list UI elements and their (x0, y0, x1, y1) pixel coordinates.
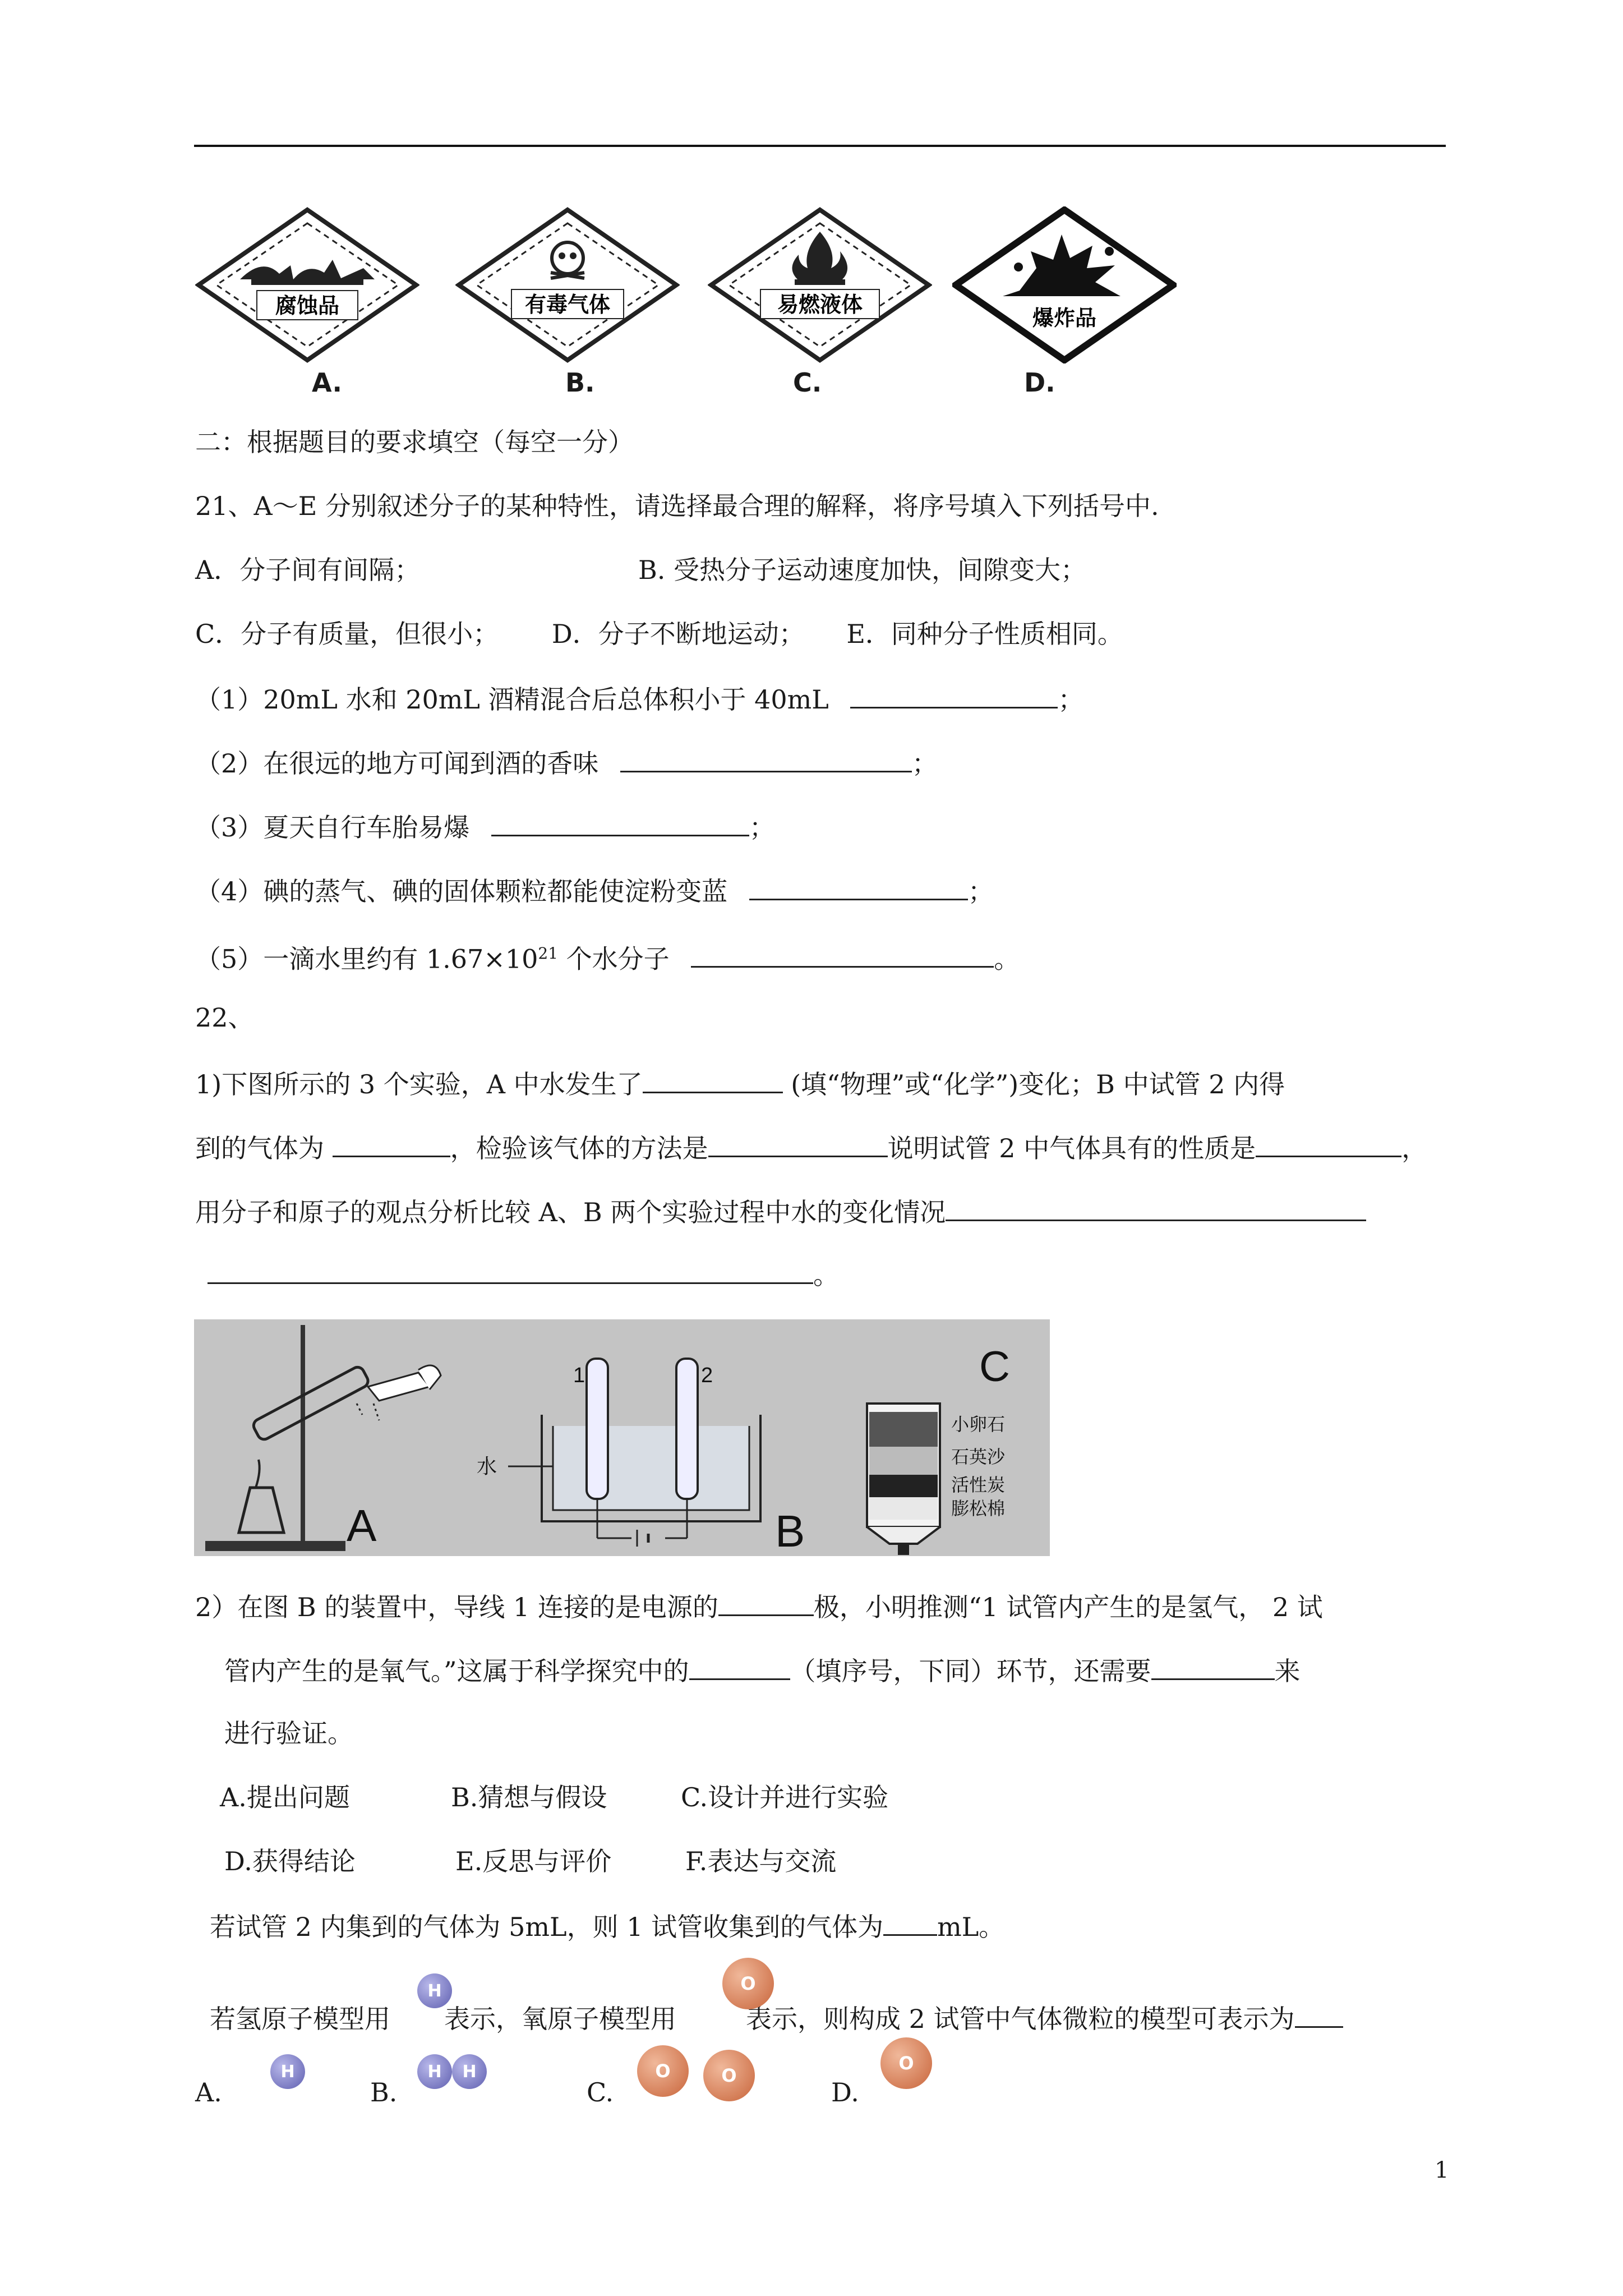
answer-blank[interactable] (718, 1589, 814, 1616)
answer-blank[interactable] (708, 1130, 888, 1157)
hydrogen-atom-icon: H (417, 2054, 452, 2089)
step-option: E.反思与评价 (455, 1846, 612, 1876)
answer-blank[interactable] (1295, 2000, 1343, 2028)
answer-blank[interactable] (333, 1130, 450, 1157)
step-option: A.提出问题 (220, 1782, 350, 1812)
inquiry-steps-row1 (220, 1780, 889, 1814)
oxygen-atom-icon: O (722, 1958, 774, 2009)
answer-blank[interactable] (691, 940, 994, 968)
answer-blank[interactable] (1256, 1130, 1401, 1157)
item-text: （5）一滴水里约有 1.67×10 (195, 944, 538, 974)
q22-part1-line4 (195, 1257, 839, 1292)
q22-number: 22、 (195, 1002, 254, 1033)
choice-c-label[interactable]: C. (587, 2077, 614, 2108)
text: 来 (1274, 1656, 1301, 1686)
answer-blank[interactable] (850, 681, 1058, 708)
text: (填“物理”或“化学”)变化；B 中试管 2 内得 (782, 1069, 1285, 1099)
text: 到的气体为 (195, 1133, 333, 1163)
explosive-sign-icon (952, 206, 1177, 364)
sign-letter: D. (1024, 367, 1055, 398)
sign-label: 易燃液体 (777, 292, 863, 317)
text: 1)下图所示的 3 个实验，A 中水发生了 (195, 1069, 643, 1099)
layer-label: 活性炭 (951, 1474, 1006, 1496)
q21-options-row2 (195, 617, 1123, 651)
text: 管内产生的是氧气。”这属于科学探究中的 (224, 1656, 689, 1686)
sign-label: 爆炸品 (1032, 306, 1097, 330)
step-option: D.获得结论 (224, 1846, 356, 1876)
tube-2-label: 2 (701, 1364, 713, 1387)
hydrogen-atom-icon: H (417, 1973, 452, 2008)
exponent: 21 (538, 944, 559, 963)
text: ，检验该气体的方法是 (450, 1133, 708, 1163)
sign-label: 腐蚀品 (275, 293, 340, 318)
oxygen-atom-icon: O (880, 2037, 932, 2089)
hydrogen-atom-icon: H (452, 2054, 487, 2089)
sign-letter: A. (312, 367, 342, 398)
item-text: （1）20mL 水和 20mL 酒精混合后总体积小于 40mL (195, 684, 829, 715)
item-text: （3）夏天自行车胎易爆 (195, 812, 470, 843)
layer-label: 膨松棉 (951, 1498, 1006, 1519)
option-a: A．分子间有间隔； (195, 555, 421, 585)
answer-blank[interactable] (620, 745, 912, 772)
option-d: D．分子不断地运动； (551, 619, 805, 649)
page-number: 1 (1435, 2157, 1449, 2183)
punct: 。 (994, 944, 1020, 974)
tube-1-label: 1 (573, 1364, 585, 1387)
sign-letter: C. (793, 367, 822, 398)
model-question (210, 2000, 1343, 2036)
punct: 。 (813, 1260, 839, 1290)
answer-blank[interactable] (946, 1194, 1366, 1221)
q21-options-row1 (195, 553, 1087, 587)
step-option: C.设计并进行实验 (681, 1782, 889, 1812)
answer-blank[interactable] (643, 1066, 783, 1093)
text: 表示，则构成 2 试管中气体微粒的模型可表示为 (746, 2004, 1295, 2034)
punct: ； (967, 876, 994, 907)
q21-item-2 (195, 745, 938, 780)
punct: ； (911, 748, 938, 779)
header-rule (194, 145, 1446, 147)
item-text: （2）在很远的地方可闻到酒的香味 (195, 748, 599, 779)
answer-blank[interactable] (883, 1908, 937, 1936)
gas-volume-question (210, 1908, 1004, 1944)
text: ， (1401, 1133, 1428, 1163)
q22-part1-line3 (195, 1194, 1366, 1229)
answer-blank[interactable] (749, 873, 968, 900)
water-label: 水 (477, 1455, 497, 1478)
answer-blank[interactable] (491, 809, 749, 836)
text: 极，小明推测“1 试管内产生的是氢气， 2 试 (813, 1592, 1323, 1622)
figure-label-c: C (979, 1343, 1010, 1391)
item-text: 个水分子 (558, 944, 670, 974)
layer-label: 小卵石 (951, 1414, 1006, 1435)
option-c: C．分子有质量，但很小； (195, 619, 499, 649)
hydrogen-atom-icon: H (270, 2054, 305, 2089)
choice-b-label[interactable]: B. (370, 2077, 398, 2108)
choice-a-label[interactable]: A. (195, 2077, 222, 2108)
text: 若试管 2 内集到的气体为 5mL，则 1 试管收集到的气体为 (210, 1912, 884, 1942)
text: 表示，氧原子模型用 (444, 2004, 676, 2034)
q22-part2-line3: 进行验证。 (224, 1718, 353, 1749)
text: 用分子和原子的观点分析比较 A、B 两个实验过程中水的变化情况 (195, 1197, 946, 1227)
text: 若氢原子模型用 (210, 2004, 390, 2034)
q21-item-1 (195, 681, 1083, 716)
sign-label: 有毒气体 (524, 292, 611, 317)
experiment-figure (194, 1319, 1050, 1556)
punct: ； (749, 812, 775, 843)
section-title: 二：根据题目的要求填空（每空一分） (195, 427, 634, 457)
q22-part2-line1 (195, 1589, 1323, 1624)
step-option: F.表达与交流 (685, 1846, 837, 1876)
q21-item-4 (195, 873, 994, 908)
q21-item-5 (195, 937, 1020, 976)
flammable-liquid-sign-icon (708, 206, 932, 364)
q21-stem: 21、A～E 分别叙述分子的某种特性，请选择最合理的解释，将序号填入下列括号中. (195, 491, 1159, 521)
option-b: B. 受热分子运动速度加快，间隙变大； (638, 555, 1087, 585)
toxic-gas-sign-icon (455, 206, 680, 364)
punct: ； (1058, 684, 1084, 715)
figure-label-b: B (775, 1506, 805, 1556)
experiment-illustration (194, 1319, 1050, 1556)
choice-d-label[interactable]: D. (831, 2077, 859, 2108)
q22-part1-line1 (195, 1066, 1285, 1101)
answer-blank[interactable] (1151, 1653, 1275, 1680)
text: mL。 (937, 1912, 1005, 1942)
item-text: （4）碘的蒸气、碘的固体颗粒都能使淀粉变蓝 (195, 876, 728, 907)
answer-blank[interactable] (689, 1653, 790, 1680)
text: 说明试管 2 中气体具有的性质是 (887, 1133, 1256, 1163)
inquiry-steps-row2 (224, 1844, 837, 1878)
oxygen-atom-icon: O (637, 2045, 689, 2097)
corrosive-sign-icon (195, 206, 419, 364)
text: （填序号，下同）环节，还需要 (790, 1656, 1151, 1686)
oxygen-atom-icon: O (703, 2050, 755, 2101)
sign-letter: B. (565, 367, 595, 398)
layer-label: 石英沙 (951, 1446, 1006, 1467)
q22-part2-line2 (224, 1653, 1301, 1688)
figure-label-a: A (347, 1501, 377, 1550)
answer-blank[interactable] (208, 1257, 813, 1284)
text: 2）在图 B 的装置中，导线 1 连接的是电源的 (195, 1592, 718, 1622)
step-option: B.猜想与假设 (451, 1782, 607, 1812)
q22-part1-line2 (195, 1130, 1427, 1165)
option-e: E．同种分子性质相同。 (846, 619, 1123, 649)
q21-item-3 (195, 809, 775, 844)
